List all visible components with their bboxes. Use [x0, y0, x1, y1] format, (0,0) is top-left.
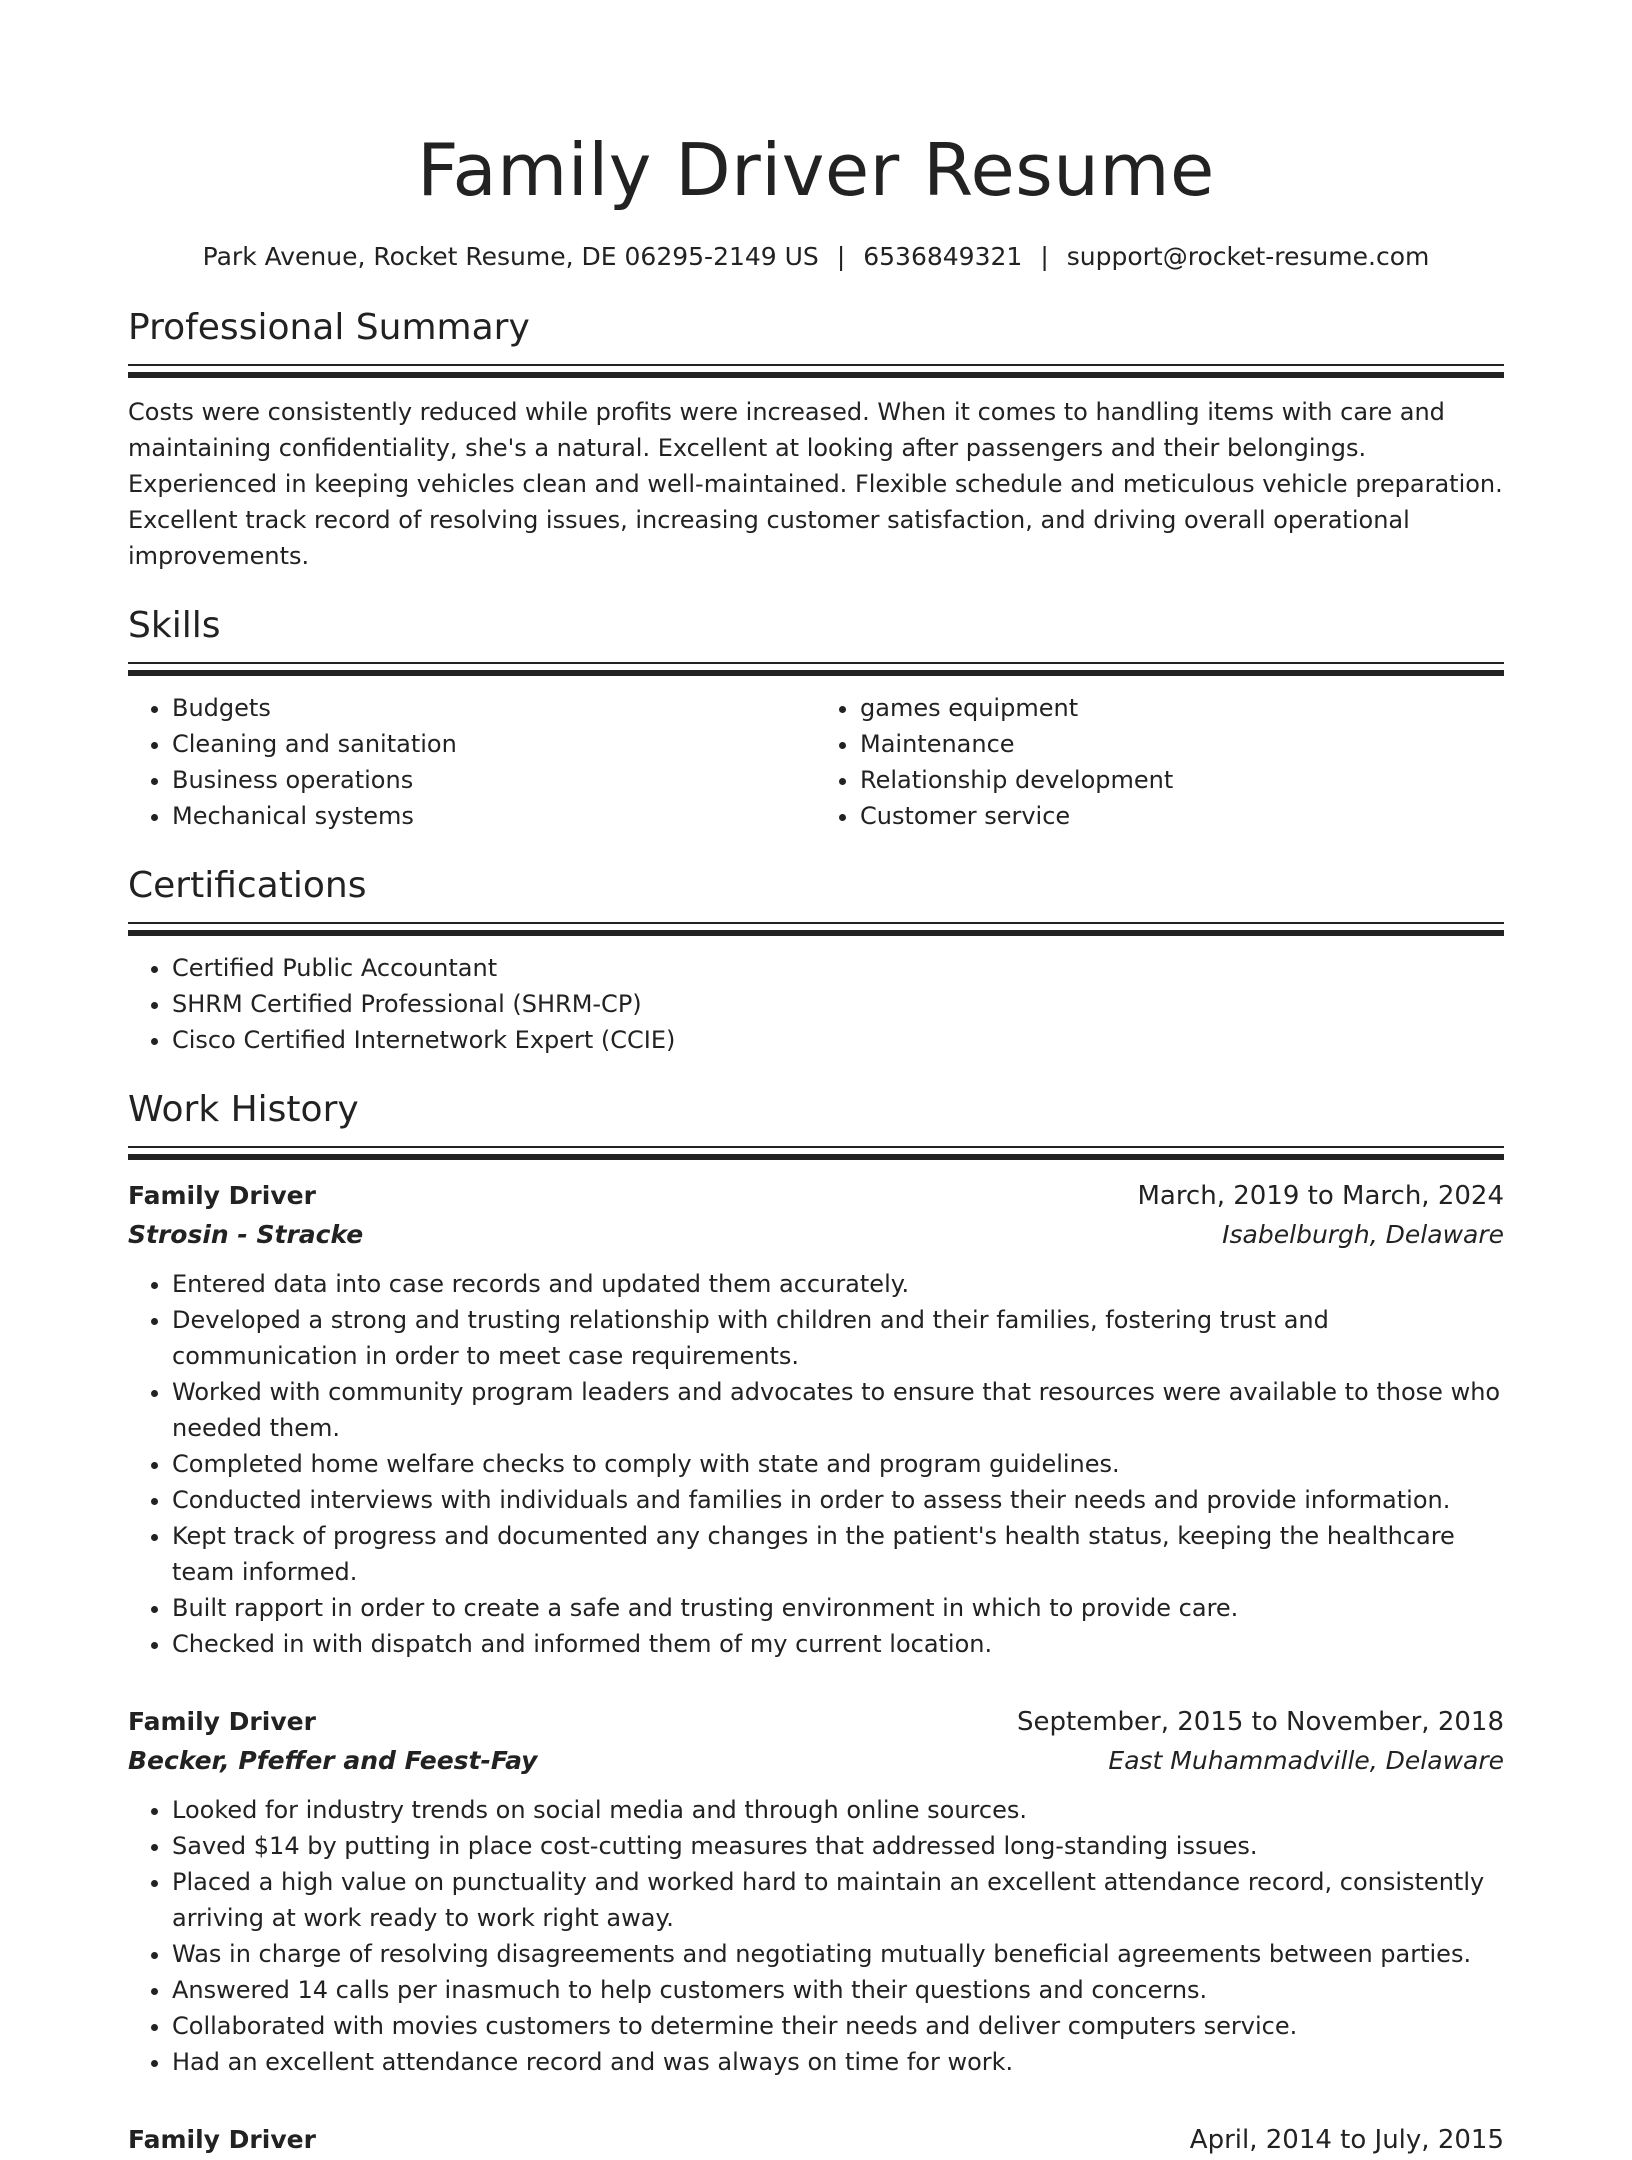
job-dates: April, 2014 to July, 2015: [1189, 2125, 1504, 2155]
summary-text: Costs were consistently reduced while profits were increased. When it comes to handling items with care and maintaining confidentiality, she's a natural. Excellent at looking after passengers and their belongings. Experienced in keeping vehicles clean and well-maintained. Flexible schedule and meticulous vehicle preparation. Excellent track record of resolving issues, increasing customer satisfaction, and driving overall operational improvements.: [128, 398, 1503, 570]
job-bullet: • Conducted interviews with individuals and families in order to assess their needs and provide information.: [172, 1482, 1504, 1518]
skill-item: • Cleaning and sanitation: [172, 726, 816, 762]
job-entry: [128, 1176, 1504, 1662]
skills-list-right: [816, 690, 1504, 834]
job-company: Becker, Pfeffer and Feest-Fay: [128, 1746, 538, 1775]
job-bullet: • Collaborated with movies customers to determine their needs and deliver computers service.: [172, 2008, 1504, 2044]
section-divider: [128, 922, 1504, 924]
section-divider-thick: [128, 372, 1504, 378]
job-bullet: • Worked with community program leaders and advocates to ensure that resources were available to those who needed them.: [172, 1374, 1504, 1446]
skill-item: • Relationship development: [860, 762, 1504, 798]
certification-item: • SHRM Certified Professional (SHRM-CP): [172, 986, 1504, 1022]
certifications-section: [128, 862, 1504, 1058]
job-header: [128, 1702, 1504, 1742]
contact-address: Park Avenue, Rocket Resume, DE 06295-2149 US: [202, 242, 819, 271]
work-history-section: [128, 1086, 1504, 2160]
skill-item: • Mechanical systems: [172, 798, 816, 834]
contact-phone: 6536849321: [863, 242, 1023, 271]
job-bullet: • Looked for industry trends on social media and through online sources.: [172, 1792, 1504, 1828]
job-bullet: • Entered data into case records and updated them accurately.: [172, 1266, 1504, 1302]
skills-list-left: [128, 690, 816, 834]
job-bullet: • Answered 14 calls per inasmuch to help customers with their questions and concerns.: [172, 1972, 1504, 2008]
job-company: Strosin - Stracke: [128, 1220, 364, 1249]
job-bullet: • Built rapport in order to create a safe and trusting environment in which to provide care.: [172, 1590, 1504, 1626]
certification-item: • Cisco Certified Internetwork Expert (CCIE): [172, 1022, 1504, 1058]
skill-item: • Business operations: [172, 762, 816, 798]
job-bullet: • Placed a high value on punctuality and worked hard to maintain an excellent attendance record, consistently arriving at work ready to work right away.: [172, 1864, 1504, 1936]
contact-separator: |: [836, 242, 846, 271]
job-subheader: [128, 1742, 1504, 1780]
job-bullet: • Kept track of progress and documented any changes in the patient's health status, keeping the healthcare team informed.: [172, 1518, 1504, 1590]
section-divider-thick: [128, 670, 1504, 676]
job-dates: September, 2015 to November, 2018: [1017, 1707, 1504, 1737]
section-divider: [128, 364, 1504, 366]
job-bullet: • Checked in with dispatch and informed them of my current location.: [172, 1626, 1504, 1662]
job-entry: [128, 1702, 1504, 2080]
section-divider: [128, 662, 1504, 664]
job-bullets: [128, 1266, 1504, 1662]
skill-item: • Budgets: [172, 690, 816, 726]
job-header: [128, 1176, 1504, 1216]
job-title: Family Driver: [128, 1181, 316, 1210]
page-title: Family Driver Resume: [417, 128, 1215, 212]
summary-section: [128, 304, 1504, 574]
job-subheader: [128, 1216, 1504, 1254]
job-bullet: • Had an excellent attendance record and was always on time for work.: [172, 2044, 1504, 2080]
job-entry: [128, 2120, 1504, 2160]
certification-item: • Certified Public Accountant: [172, 950, 1504, 986]
skills-section: [128, 602, 1504, 834]
section-divider: [128, 1146, 1504, 1148]
job-bullet: • Developed a strong and trusting relationship with children and their families, fostering trust and communication in order to meet case requirements.: [172, 1302, 1504, 1374]
section-heading-certifications: Certifications: [128, 865, 367, 906]
certifications-list: [128, 950, 1504, 1058]
section-heading-skills: Skills: [128, 605, 221, 646]
contact-email: support@rocket-resume.com: [1066, 242, 1430, 271]
section-heading-summary: Professional Summary: [128, 307, 530, 348]
skills-grid: [128, 690, 1504, 834]
job-location: East Muhammadville, Delaware: [1108, 1746, 1504, 1775]
section-heading-work-history: Work History: [128, 1089, 359, 1130]
job-bullets: [128, 1792, 1504, 2080]
skill-item: • Maintenance: [860, 726, 1504, 762]
section-divider-thick: [128, 1154, 1504, 1160]
contact-line: [128, 240, 1504, 274]
job-title: Family Driver: [128, 2125, 316, 2154]
job-bullet: • Saved $14 by putting in place cost-cutting measures that addressed long-standing issues.: [172, 1828, 1504, 1864]
contact-separator: |: [1040, 242, 1049, 271]
job-header: [128, 2120, 1504, 2160]
skill-item: • games equipment: [860, 690, 1504, 726]
job-location: Isabelburgh, Delaware: [1222, 1220, 1504, 1249]
job-bullet: • Completed home welfare checks to comply with state and program guidelines.: [172, 1446, 1504, 1482]
section-divider-thick: [128, 930, 1504, 936]
skill-item: • Customer service: [860, 798, 1504, 834]
job-bullet: • Was in charge of resolving disagreements and negotiating mutually beneficial agreements between parties.: [172, 1936, 1504, 1972]
job-dates: March, 2019 to March, 2024: [1137, 1181, 1504, 1211]
job-title: Family Driver: [128, 1707, 316, 1736]
